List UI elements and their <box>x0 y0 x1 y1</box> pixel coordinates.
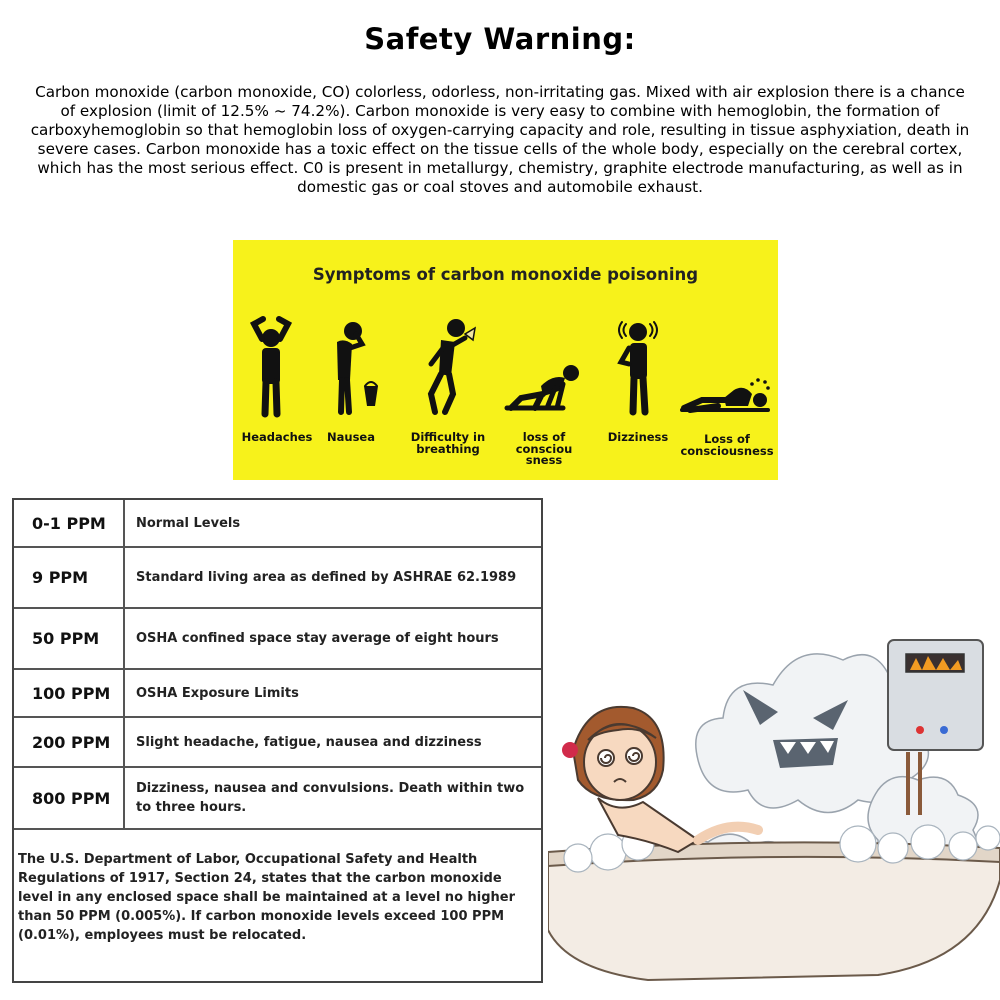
bathtub-gas-heater-illustration <box>548 630 1000 1000</box>
symptom-label: Dizziness <box>607 430 669 444</box>
ppm-level: 9 PPM <box>14 548 125 607</box>
symptoms-title: Symptoms of carbon monoxide poisoning <box>312 265 699 284</box>
ppm-level: 50 PPM <box>14 609 125 668</box>
ppm-level: 800 PPM <box>14 768 125 828</box>
symptom-label: Headaches <box>241 430 313 444</box>
ppm-description: Normal Levels <box>136 515 241 531</box>
table-row <box>14 670 541 718</box>
ppm-level: 200 PPM <box>14 718 125 766</box>
table-row <box>14 768 541 830</box>
ppm-level: 100 PPM <box>14 670 125 716</box>
symptom-label: Difficulty in breathing <box>410 430 486 456</box>
table-row <box>14 548 541 609</box>
page-title: Safety Warning: <box>364 22 636 56</box>
ppm-description: OSHA confined space stay average of eight hours <box>136 631 499 646</box>
unconscious-icon <box>678 314 778 434</box>
table-row <box>14 718 541 768</box>
symptoms-panel <box>233 240 778 480</box>
ppm-level: 0-1 PPM <box>14 500 125 546</box>
ppm-description: Standard living area as defined by ASHRAE 62.1989 <box>136 570 517 585</box>
symptom-label: Loss of consciousness <box>680 432 774 458</box>
ppm-description: Slight headache, fatigue, nausea and dizziness <box>136 734 482 750</box>
ppm-description: OSHA Exposure Limits <box>136 685 299 701</box>
ppm-table <box>12 498 543 983</box>
symptom-label: loss of consciou sness <box>515 430 573 467</box>
osha-regulation-note: The U.S. Department of Labor, Occupational Safety and Health Regulations of 1917, Section 24, states that the carbon monoxide level in any enclosed space shall be maintained at a level no higher than 50 PPM (0.005%). If carbon monoxide levels exceed 100 PPM (0.01%), employees must be relocated. <box>18 852 516 943</box>
dizziness-icon <box>591 314 685 434</box>
table-row <box>14 500 541 548</box>
nausea-icon <box>304 314 398 434</box>
table-row <box>14 609 541 670</box>
collapse-icon <box>497 314 591 434</box>
ppm-description: Dizziness, nausea and convulsions. Death within two to three hours. <box>136 781 525 815</box>
symptom-label: Nausea <box>327 430 375 444</box>
breathing-difficulty-icon <box>401 314 495 434</box>
intro-paragraph: Carbon monoxide (carbon monoxide, CO) colorless, odorless, non-irritating gas. Mixed with air explosion there is a chance of explosion (limit of 12.5% ~ 74.2%). Carbon monoxide is very easy to combine with hemoglobin, the formation of carboxyhemoglobin so that hemoglobin loss of oxygen-carrying capacity and role, resulting in tissue asphyxiation, death in severe cases. Carbon monoxide has a toxic effect on the tissue cells of the whole body, especially on the cerebral cortex, which has the most serious effect. C0 is present in metallurgy, chemistry, graphite electrode manufacturing, as well as in domestic gas or coal stoves and automobile exhaust. <box>30 83 970 196</box>
